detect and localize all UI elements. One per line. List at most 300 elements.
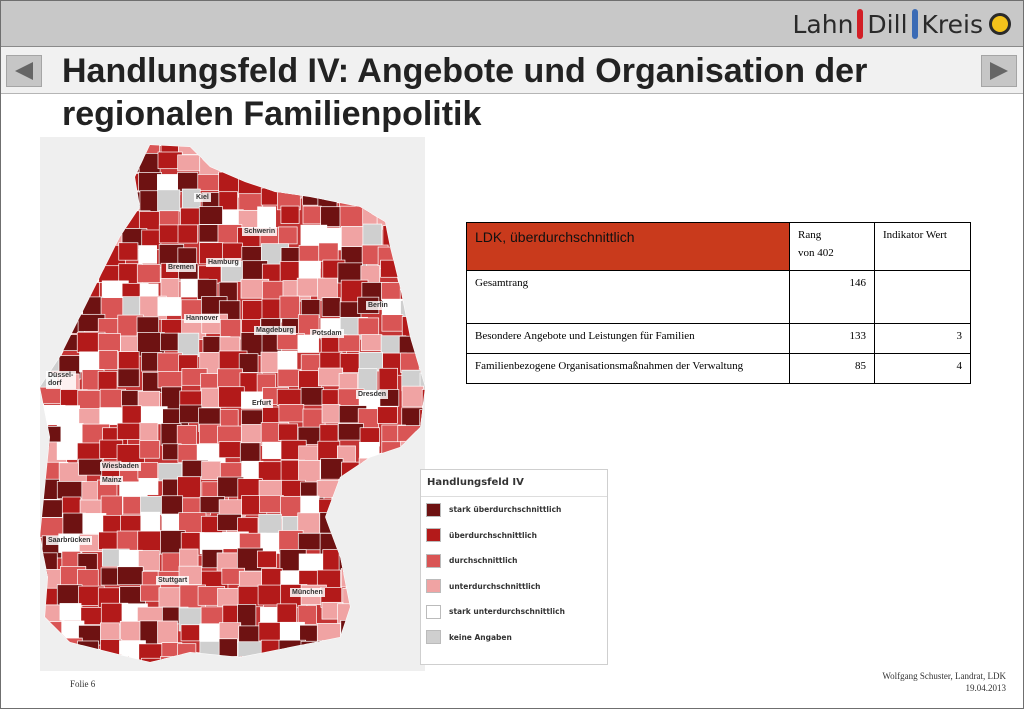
logo-dot-icon (989, 13, 1011, 35)
map-district (241, 424, 263, 442)
map-district (137, 265, 160, 283)
map-district (40, 209, 63, 226)
map-district (40, 245, 65, 262)
map-district (422, 427, 425, 449)
map-district (401, 553, 422, 573)
map-district (139, 478, 158, 494)
map-district (59, 190, 87, 213)
map-district (41, 640, 62, 657)
map-district (379, 138, 404, 156)
map-district (78, 174, 99, 197)
map-district (322, 174, 343, 195)
map-district (219, 387, 245, 407)
legend-label: durchschnittlich (449, 556, 518, 566)
map-district (302, 137, 324, 155)
map-district (83, 513, 106, 533)
map-district (418, 300, 425, 324)
map-district (98, 333, 120, 351)
map-district (60, 603, 81, 620)
map-district (280, 296, 300, 319)
map-district (361, 606, 380, 628)
map-district (319, 243, 338, 261)
map-district (322, 298, 340, 317)
map-district (422, 318, 425, 336)
map-district (77, 569, 98, 586)
map-district (280, 155, 299, 178)
map-district (40, 387, 62, 404)
map-district (360, 173, 379, 192)
map-district (199, 207, 222, 225)
map-district (261, 155, 283, 175)
map-district (420, 246, 425, 266)
map-district (301, 388, 324, 406)
city-label-hannover: Hannover (186, 315, 219, 322)
city-label-hamburg: Hamburg (208, 259, 239, 266)
map-district (321, 207, 342, 227)
map-district (42, 355, 61, 371)
map-district (360, 500, 379, 519)
map-district (340, 659, 365, 671)
map-legend (420, 469, 608, 665)
map-district (100, 623, 119, 641)
row-value: 3 (875, 324, 971, 354)
city-label-kiel: Kiel (196, 194, 209, 201)
map-district (99, 175, 119, 194)
legend-label: unterdurchschnittlich (449, 581, 541, 591)
city-label-magdeburg: Magdeburg (256, 327, 294, 334)
map-district (402, 386, 424, 406)
map-district (360, 152, 388, 172)
map-district (279, 404, 304, 422)
map-district (243, 301, 265, 321)
map-district (383, 226, 402, 248)
map-district (358, 623, 379, 643)
map-district (320, 425, 338, 443)
map-district (82, 225, 103, 247)
map-district (360, 517, 382, 538)
row-rank: 133 (790, 324, 875, 354)
next-slide-button[interactable] (981, 55, 1017, 87)
map-district (99, 532, 118, 550)
row-label: Besondere Angebote und Leistungen für Familien (467, 324, 790, 354)
map-district (318, 278, 338, 300)
map-district (361, 481, 381, 500)
map-district (400, 193, 419, 213)
map-district (178, 477, 201, 498)
map-district (57, 226, 78, 249)
triangle-left-icon (15, 62, 33, 80)
map-district (119, 243, 138, 260)
triangle-right-icon (990, 62, 1008, 80)
map-district (158, 190, 180, 211)
legend-label: keine Angaben (449, 632, 512, 642)
map-district (397, 137, 421, 156)
map-district (402, 156, 421, 175)
map-district (98, 138, 118, 158)
map-district (322, 404, 340, 423)
logo-part-kreis: Kreis (921, 9, 983, 39)
map-district (78, 641, 99, 660)
map-district (298, 533, 323, 549)
map-district (99, 189, 122, 210)
map-district (359, 458, 387, 477)
map-district (418, 225, 425, 247)
map-district (341, 176, 365, 195)
map-district (359, 549, 378, 565)
map-district (139, 246, 157, 264)
map-district (381, 173, 404, 194)
map-district (341, 569, 367, 587)
rank-label: Rang (798, 229, 822, 241)
ldk-ranking-table (466, 222, 971, 384)
table-row (467, 271, 971, 324)
table-header-rank (790, 223, 875, 271)
map-district (340, 206, 364, 228)
map-district (357, 588, 384, 609)
map-district (43, 316, 68, 336)
map-district (140, 585, 160, 601)
map-district (179, 661, 201, 671)
map-district (140, 191, 158, 212)
map-district (382, 315, 403, 332)
map-district (300, 157, 325, 177)
map-district (317, 480, 340, 497)
map-district (40, 137, 59, 155)
title-line-2: regionalen Familienpolitik (62, 95, 482, 133)
map-district (158, 372, 182, 388)
map-district (118, 369, 139, 387)
map-district (320, 352, 342, 369)
table-header-row (467, 223, 971, 271)
rank-sub-label: von 402 (798, 247, 834, 259)
logo-part-lahn: Lahn (792, 9, 854, 39)
map-district (381, 260, 405, 277)
map-district (57, 481, 85, 498)
map-district (58, 243, 84, 264)
map-district (261, 662, 286, 671)
map-district (79, 139, 104, 156)
map-district (278, 351, 297, 370)
legend-item (421, 548, 607, 574)
map-district (77, 209, 99, 229)
map-district (301, 661, 324, 671)
table-row (467, 324, 971, 354)
map-district (58, 279, 80, 302)
map-district (321, 459, 343, 480)
map-district (40, 500, 63, 518)
legend-label: stark überdurchschnittlich (449, 505, 562, 515)
map-district (422, 263, 425, 280)
map-district (358, 318, 379, 335)
legend-swatch (426, 554, 441, 568)
map-district (358, 570, 379, 586)
map-district (78, 260, 104, 276)
map-district (237, 152, 257, 170)
row-value (875, 271, 971, 324)
map-district (401, 353, 420, 373)
legend-item (421, 625, 607, 651)
slide-title (62, 50, 962, 136)
map-district (381, 282, 401, 299)
map-district (141, 512, 160, 534)
map-district (321, 137, 342, 157)
map-district (381, 551, 407, 567)
table-row (467, 354, 971, 384)
footer-author-name: Wolfgang Schuster, Landrat, LDK (882, 671, 1006, 681)
map-district (118, 567, 144, 585)
logo-part-dill: Dill (867, 9, 908, 39)
map-district (383, 458, 411, 480)
map-district (277, 389, 301, 405)
legend-swatch (426, 528, 441, 542)
map-district (220, 319, 240, 339)
city-label-dresden: Dresden (358, 391, 387, 398)
map-district (423, 156, 425, 177)
map-district (102, 209, 127, 231)
map-district (359, 369, 378, 391)
map-district (400, 211, 425, 234)
map-district (380, 661, 408, 671)
map-district (278, 424, 297, 440)
map-district (278, 227, 297, 244)
city-label-berlin: Berlin (368, 302, 388, 309)
map-district (101, 568, 119, 585)
slide-number: Folie 6 (70, 679, 96, 689)
map-district (401, 230, 420, 248)
map-district (379, 517, 403, 538)
map-district (358, 533, 385, 553)
map-district (379, 534, 402, 551)
map-district (382, 442, 401, 458)
map-district (379, 193, 400, 214)
map-district (222, 661, 241, 671)
map-district (61, 423, 83, 443)
header-bar (1, 1, 1023, 47)
map-district (341, 462, 363, 479)
map-district (363, 224, 382, 245)
map-district (178, 445, 197, 463)
logo-separator-blue (912, 9, 918, 39)
map-district (301, 496, 319, 513)
map-district (259, 514, 282, 535)
map-district (398, 567, 420, 584)
map-district (259, 495, 283, 512)
map-district (378, 407, 398, 424)
map-district (322, 154, 345, 176)
map-district (42, 283, 64, 305)
map-district (219, 639, 237, 657)
map-district (342, 641, 368, 665)
city-label-saarbruecken: Saarbrücken (48, 537, 91, 544)
map-district (342, 533, 362, 549)
map-district (282, 657, 306, 671)
map-district (60, 657, 82, 671)
map-district (80, 188, 103, 205)
map-district (81, 660, 102, 671)
map-district (357, 657, 380, 671)
row-label: Familienbezogene Organisationsmaßnahmen der Verwaltung (467, 354, 790, 384)
row-value: 4 (875, 354, 971, 384)
map-district (159, 225, 181, 243)
city-label-schwerin: Schwerin (244, 228, 276, 235)
map-district (303, 206, 321, 224)
map-district (60, 170, 82, 187)
map-district (118, 137, 145, 158)
map-district (78, 157, 98, 173)
map-district (361, 335, 382, 351)
map-district (40, 660, 68, 671)
footer-date: 19.04.2013 (965, 683, 1006, 693)
map-district (298, 606, 316, 625)
legend-swatch (426, 503, 441, 517)
map-district (381, 588, 401, 608)
map-district (399, 500, 418, 520)
map-district (201, 661, 219, 671)
map-district (219, 172, 239, 194)
city-label-mainz: Mainz (102, 477, 122, 484)
map-district (399, 336, 421, 355)
legend-swatch (426, 605, 441, 619)
map-district (97, 155, 123, 178)
map-district (40, 173, 59, 189)
map-district (418, 193, 425, 211)
map-district (418, 210, 425, 232)
map-district (278, 369, 301, 386)
map-district (379, 496, 402, 518)
germany-map (40, 137, 425, 671)
table-header-ldk: LDK, überdurchschnittlich (467, 223, 790, 271)
map-district (162, 387, 182, 409)
map-district (158, 621, 178, 644)
row-rank: 146 (790, 271, 875, 324)
map-district (99, 350, 118, 369)
map-district (257, 551, 276, 568)
map-district (102, 656, 129, 671)
map-district (158, 297, 181, 315)
map-district (181, 625, 200, 641)
map-district (221, 154, 243, 171)
map-district (240, 656, 259, 671)
map-district (78, 246, 97, 264)
map-district (420, 410, 425, 431)
legend-label: stark unterdurchschnittlich (449, 607, 565, 617)
row-label: Gesamtrang (467, 271, 790, 324)
map-district (379, 368, 398, 392)
map-district (343, 140, 370, 162)
map-district (120, 152, 141, 172)
map-district (341, 620, 360, 643)
map-district (61, 297, 80, 320)
map-district (258, 207, 276, 229)
map-district (258, 137, 280, 156)
footer-author (882, 670, 1006, 694)
map-district (381, 643, 402, 661)
map-district (398, 171, 420, 194)
map-district (382, 477, 405, 495)
map-district (418, 281, 425, 302)
map-district (342, 155, 370, 176)
map-district (79, 459, 103, 475)
map-district (160, 333, 179, 351)
map-district (60, 137, 87, 155)
map-district (420, 332, 425, 351)
map-district (381, 570, 406, 587)
map-district (42, 301, 61, 321)
map-district (117, 661, 137, 671)
map-district (317, 640, 345, 658)
map-district (359, 442, 379, 458)
map-district (320, 662, 344, 671)
title-line-1: Handlungsfeld IV: Angebote und Organisation der (62, 52, 868, 90)
map-district (399, 605, 422, 625)
city-label-duesseldorf: Düssel-dorf (46, 371, 76, 389)
map-district (398, 247, 425, 266)
map-district (299, 172, 319, 195)
map-district (58, 156, 83, 177)
map-district (200, 624, 220, 644)
map-district (177, 425, 196, 446)
map-district (423, 137, 425, 157)
map-district (83, 297, 104, 315)
map-district (42, 190, 62, 208)
map-district (40, 337, 59, 355)
map-district (379, 157, 405, 177)
map-district (178, 225, 198, 243)
city-label-erfurt: Erfurt (252, 400, 272, 407)
map-district (40, 262, 63, 286)
map-district (199, 137, 218, 160)
map-district (219, 442, 241, 458)
map-district (380, 605, 405, 625)
map-district (401, 261, 425, 281)
map-district (382, 621, 401, 638)
legend-item (421, 497, 607, 523)
map-district (178, 155, 200, 171)
map-district (342, 477, 365, 497)
legend-item (421, 523, 607, 549)
map-district (401, 441, 423, 462)
previous-slide-button[interactable] (6, 55, 42, 87)
map-district (340, 498, 364, 518)
map-district (339, 515, 358, 539)
legend-label: überdurchschnittlich (449, 530, 537, 540)
map-district (423, 173, 425, 193)
map-district (59, 206, 82, 228)
map-district (40, 157, 65, 175)
map-district (417, 445, 425, 461)
legend-title: Handlungsfeld IV (421, 470, 607, 497)
row-rank: 85 (790, 354, 875, 384)
map-district (259, 622, 283, 641)
map-district (283, 137, 305, 156)
map-district (360, 137, 381, 153)
legend-items (421, 497, 607, 650)
map-district (63, 260, 89, 284)
legend-item (421, 574, 607, 600)
map-district (400, 281, 425, 301)
map-district (301, 641, 324, 657)
city-label-stuttgart: Stuttgart (158, 577, 188, 584)
table-header-value: Indikator Wert (875, 223, 971, 271)
lahn-dill-kreis-logo (792, 7, 1011, 41)
legend-swatch (426, 630, 441, 644)
city-label-bremen: Bremen (168, 264, 195, 271)
map-district (242, 138, 261, 156)
map-district (63, 513, 86, 535)
map-district (141, 658, 165, 671)
map-district (339, 374, 358, 390)
map-district (40, 479, 59, 499)
